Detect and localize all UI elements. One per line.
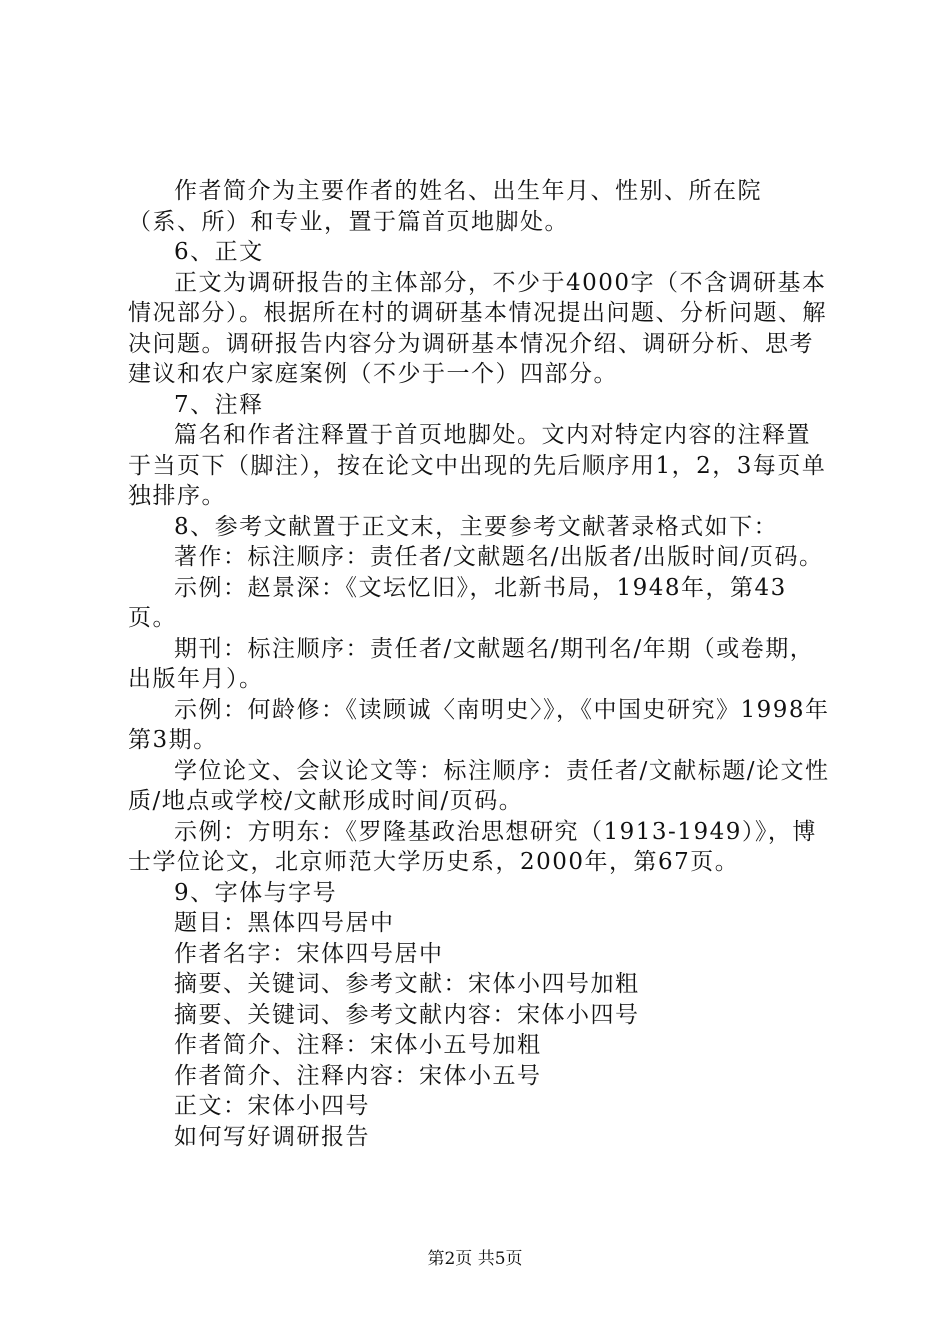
font-rule-author-notes-heading: 作者简介、注释：宋体小五号加粗 <box>174 1032 542 1058</box>
section-heading-notes: 7、注释 <box>174 391 264 418</box>
section-heading-references: 8、参考文献置于正文末，主要参考文献著录格式如下： <box>174 513 779 540</box>
reference-book-example: 示例：赵景深：《文坛忆旧》，北新书局，1948年，第43页。 <box>128 574 787 631</box>
body-text-paragraph: 正文为调研报告的主体部分，不少于4000字（不含调研基本情况部分）。根据所在村的调研基本情况提出问题、分析问题、解决问题。调研报告内容分为调研基本情况介绍、调研分析、思考建议和农户家庭案例（不少于一个）四部分。 <box>128 269 827 387</box>
font-rule-author: 作者名字：宋体四号居中 <box>174 940 444 967</box>
font-rule-abstract-content: 摘要、关键词、参考文献内容：宋体小四号 <box>174 1001 640 1028</box>
page-number-footer: 第2页 共5页 <box>427 1249 523 1269</box>
document-body <box>128 176 832 1152</box>
font-rule-body-text: 正文：宋体小四号 <box>174 1093 370 1119</box>
section-heading-body-text: 6、正文 <box>174 239 264 265</box>
font-rule-title: 题目：黑体四号居中 <box>174 910 395 936</box>
reference-thesis-example: 示例：方明东：《罗隆基政治思想研究（1913-1949）》，博士学位论文，北京师范大学历史系，2000年，第67页。 <box>128 818 817 875</box>
notes-paragraph: 篇名和作者注释置于首页地脚处。文内对特定内容的注释置于当页下（脚注），按在论文中出现的先后顺序用1，2，3每页单独排序。 <box>128 422 827 509</box>
author-intro-paragraph: 作者简介为主要作者的姓名、出生年月、性别、所在院（系、所）和专业，置于篇首页地脚处。 <box>128 178 762 235</box>
reference-book-format: 著作：标注顺序：责任者/文献题名/出版者/出版时间/页码。 <box>174 544 824 570</box>
reference-journal-format: 期刊：标注顺序：责任者/文献题名/期刊名/年期（或卷期，出版年月）。 <box>128 635 815 692</box>
next-article-title: 如何写好调研报告 <box>174 1123 370 1150</box>
reference-thesis-format: 学位论文、会议论文等：标注顺序：责任者/文献标题/论文性质/地点或学校/文献形成时间/页码。 <box>128 757 830 814</box>
font-rule-abstract-heading: 摘要、关键词、参考文献：宋体小四号加粗 <box>174 971 640 997</box>
reference-journal-example: 示例：何龄修：《读顾诚〈南明史〉》，《中国史研究》1998年第3期。 <box>128 696 830 753</box>
section-heading-fonts: 9、字体与字号 <box>174 879 338 906</box>
font-rule-author-notes-content: 作者简介、注释内容：宋体小五号 <box>174 1062 542 1089</box>
